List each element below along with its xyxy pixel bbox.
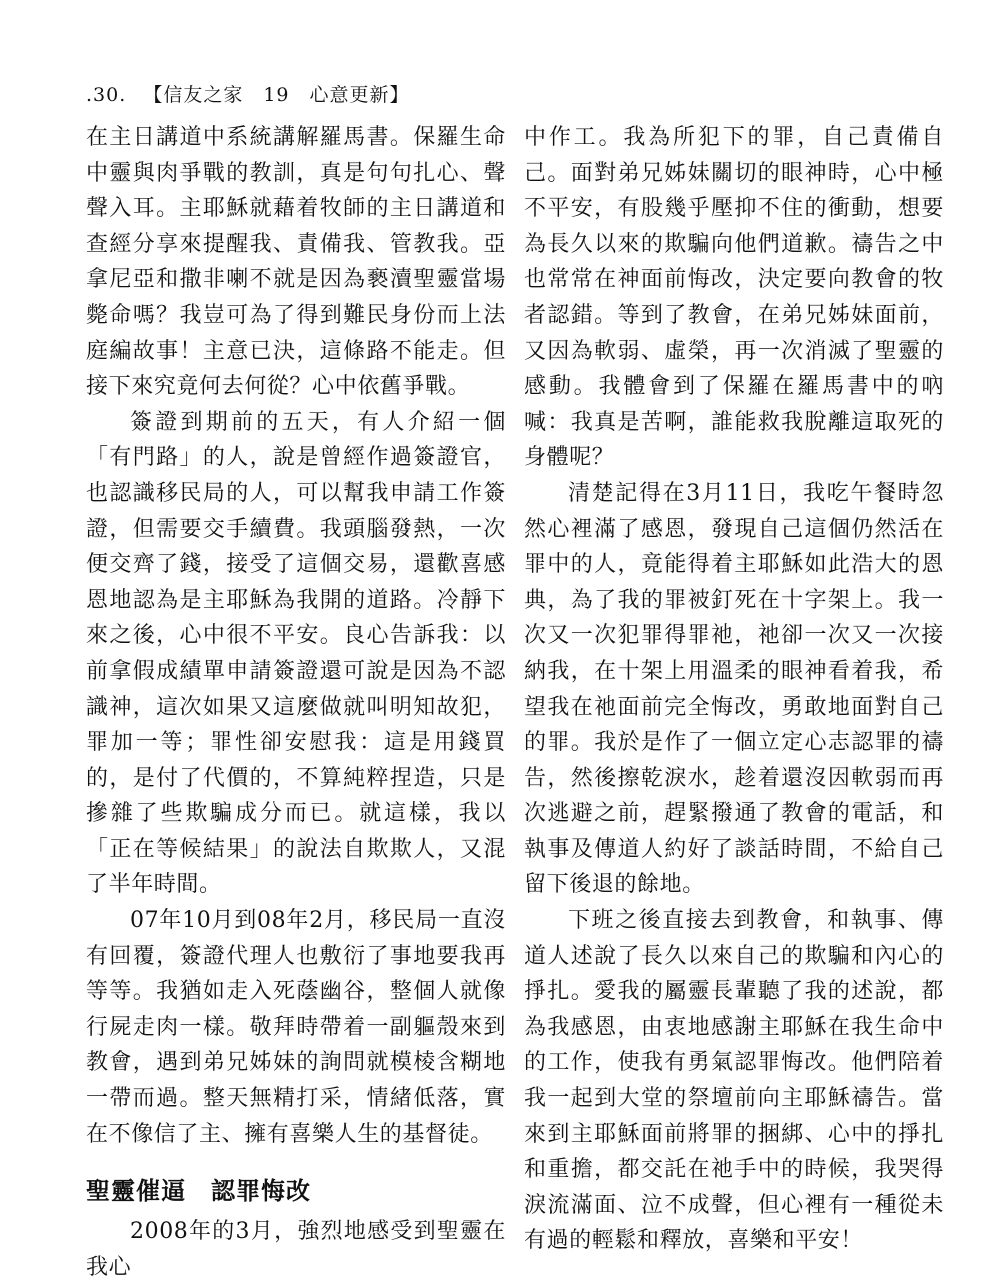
paragraph: 簽證到期前的五天，有人介紹一個「有門路」的人，說是曾經作過簽證官，也認識移民局的人，可以幫我申請工作簽證，但需要交手續費。我頭腦發熱，一次便交齊了錢，接受了這個交易，還歡喜感恩地認為是主耶穌為我開的道路。冷靜下來之後，心中很不平安。良心告訴我：以前拿假成績單申請簽證還可說是因為不認識神，這次如果又這麼做就叫明知故犯，罪加一等；罪性卻安慰我：這是用錢買的，是付了代價的，不算純粹捏造，只是摻雜了些欺騙成分而已。就這樣，我以「正在等候結果」的說法自欺欺人，又混了半年時間。	[86, 409, 506, 898]
paragraph: 2008年的3月，強烈地感受到聖靈在我心	[86, 1219, 506, 1280]
paragraph: 中作工。我為所犯下的罪，自己責備自己。面對弟兄姊妹關切的眼神時，心中極不平安，有股幾乎壓抑不住的衝動，想要為長久以來的欺騙向他們道歉。禱告之中也常常在神面前悔改，決定要向教會的牧者認錯。等到了教會，在弟兄姊妹面前，又因為軟弱、虛榮，再一次消滅了聖靈的感動。我體會到了保羅在羅馬書中的吶喊：我真是苦啊，誰能救我脫離這取死的身體呢？	[524, 125, 944, 471]
paragraph: 清楚記得在3月11日，我吃午餐時忽然心裡滿了感恩，發現自己這個仍然活在罪中的人，竟能得着主耶穌如此浩大的恩典，為了我的罪被釘死在十字架上。我一次又一次犯罪得罪祂，祂卻一次又一次接納我，在十架上用溫柔的眼神看着我，希望我在祂面前完全悔改，勇敢地面對自己的罪。我於是作了一個立定心志認罪的禱告，然後擦乾淚水，趁着還沒因軟弱而再次逃避之前，趕緊撥通了教會的電話，和執事及傳道人約好了談話時間，不給自己留下後退的餘地。	[524, 480, 944, 898]
paragraph: 07年10月到08年2月，移民局一直沒有回覆，簽證代理人也敷衍了事地要我再等等。我猶如走入死蔭幽谷，整個人就像行屍走肉一樣。敬拜時帶着一副軀殼來到教會，遇到弟兄姊妹的詢問就模棱含糊地一帶而過。整天無精打采，情緒低落，實在不像信了主、擁有喜樂人生的基督徒。	[86, 908, 506, 1147]
section-heading: 聖靈催逼 認罪悔改	[86, 1177, 311, 1206]
left-column	[86, 120, 506, 1285]
right-column	[524, 120, 944, 1259]
publication-title: 【信友之家 19 心意更新】	[143, 84, 410, 106]
paragraph: 在主日講道中系統講解羅馬書。保羅生命中靈與肉爭戰的教訓，真是句句扎心、聲聲入耳。主耶穌就藉着牧師的主日講道和查經分享來提醒我、責備我、管教我。亞拿尼亞和撒非喇不就是因為褻瀆聖靈當場斃命嗎？我豈可為了得到難民身份而上法庭編故事！主意已決，這條路不能走。但接下來究竟何去何從？心中依舊爭戰。	[86, 125, 506, 400]
page-number: .30.	[86, 84, 127, 106]
paragraph: 下班之後直接去到教會，和執事、傳道人述說了長久以來自己的欺騙和內心的掙扎。愛我的屬靈長輩聽了我的述說，都為我感恩，由衷地感謝主耶穌在我生命中的工作，使我有勇氣認罪悔改。他們陪着我一起到大堂的祭壇前向主耶穌禱告。當來到主耶穌面前將罪的捆綁、心中的掙扎和重擔，都交託在祂手中的時候，我哭得淚流滿面、泣不成聲，但心裡有一種從未有過的輕鬆和釋放，喜樂和平安！	[524, 908, 944, 1254]
page-header	[86, 80, 410, 107]
